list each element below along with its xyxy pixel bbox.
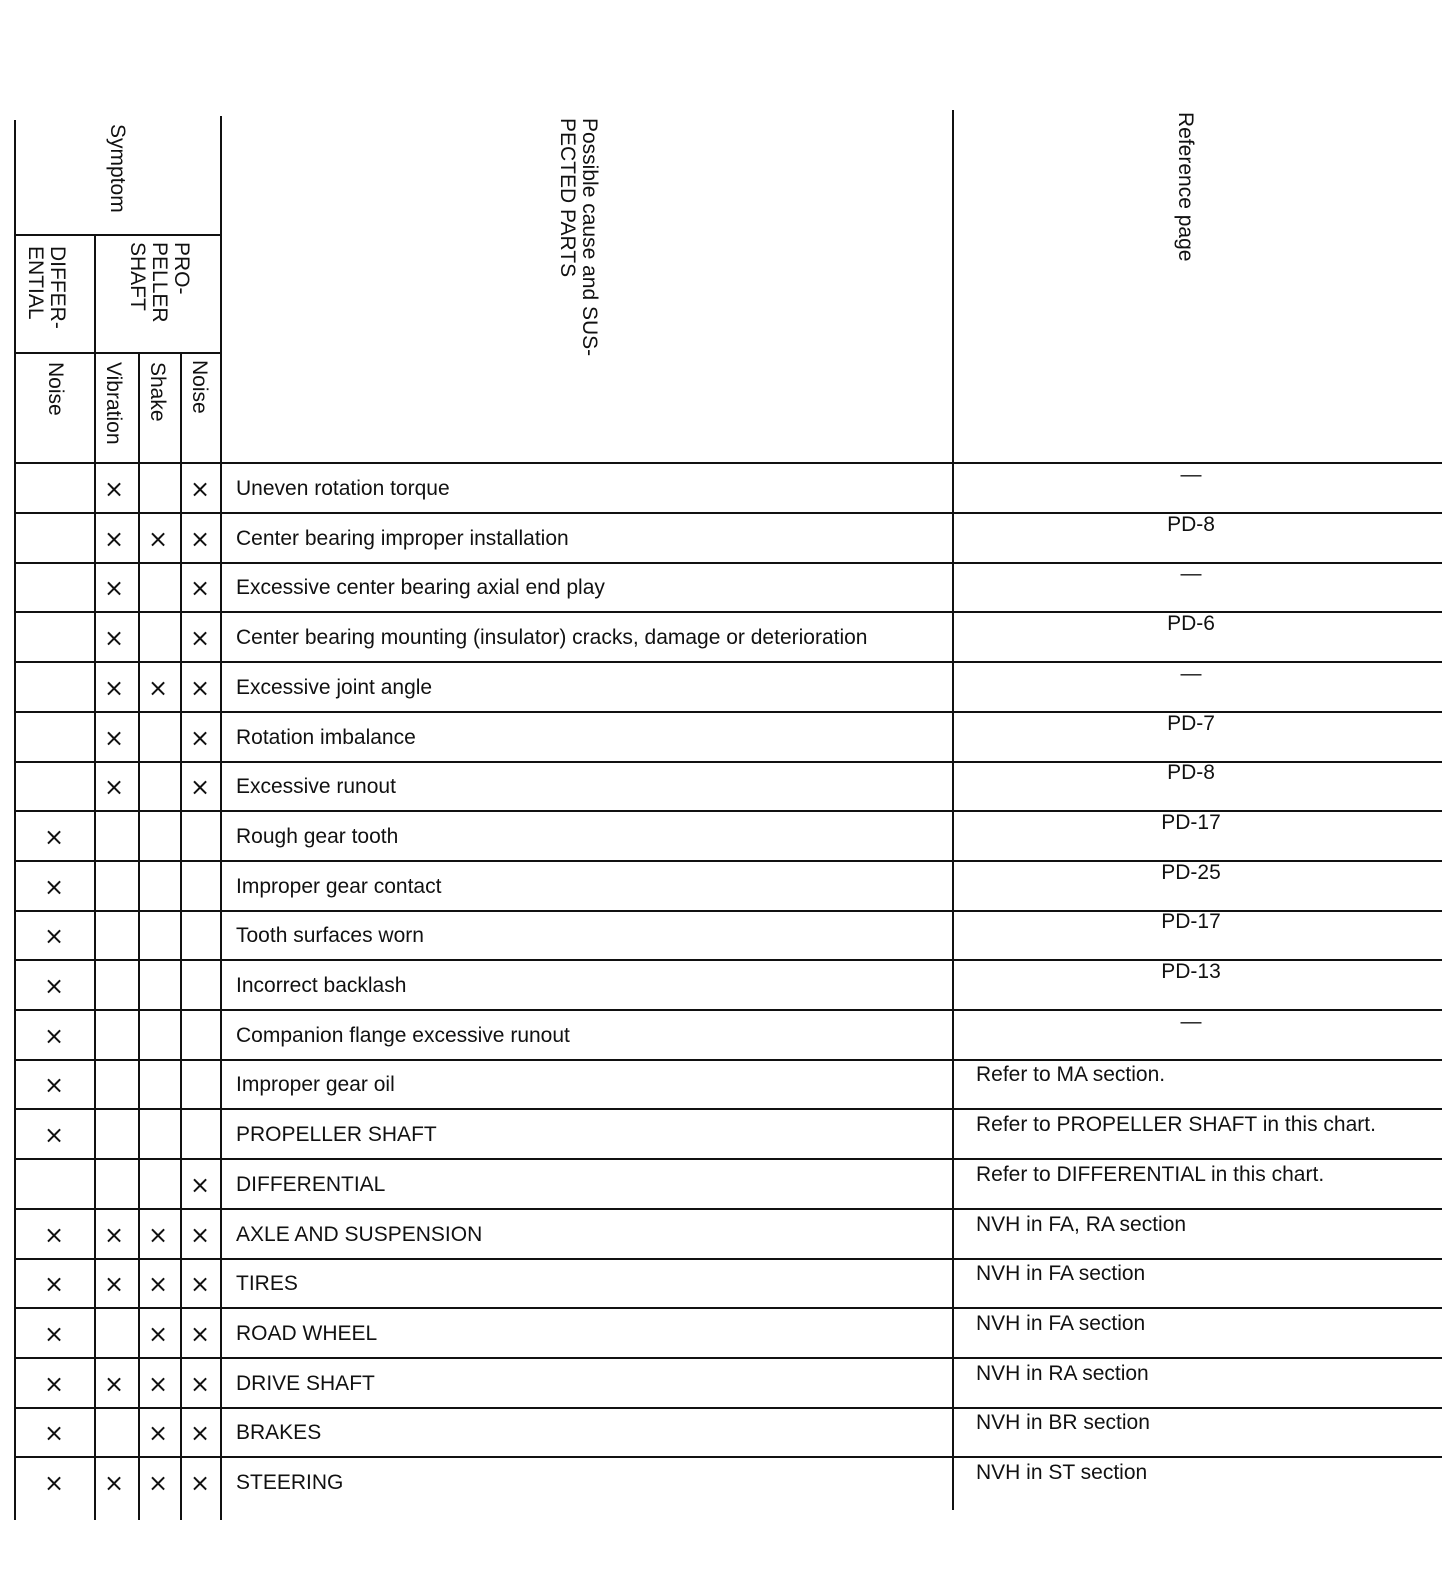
symptom-mark-vibration: × [103,1469,125,1497]
cause-cell: DRIVE SHAFT [236,1371,375,1395]
possible-cause-header: Possible cause and SUS- PECTED PARTS [556,118,601,357]
symptom-mark-propeller_noise: × [189,1369,211,1398]
symptom-mark-differential_noise: × [43,822,65,851]
propeller-shaft-header: PRO- PELLER SHAFT [126,242,193,323]
symptom-mark-shake: × [147,1319,169,1348]
reference-cell: NVH in FA, RA section [976,1212,1187,1236]
reference-cell: NVH in RA section [976,1361,1149,1385]
symptom-mark-propeller_noise: × [189,773,211,802]
cause-cell: Center bearing improper installation [236,526,569,550]
cause-cell: Uneven rotation torque [236,477,450,500]
vibration-header: Vibration [102,362,125,445]
symptom-mark-differential_noise: × [43,1369,65,1398]
reference-cell: NVH in BR section [976,1411,1150,1435]
symptom-mark-propeller_noise: × [189,1419,211,1448]
symptom-mark-vibration: × [103,1220,125,1249]
symptom-mark-differential_noise: × [43,1121,65,1150]
symptom-mark-propeller_noise: × [189,574,211,603]
reference-cell: — [1180,463,1202,486]
cause-cell: AXLE AND SUSPENSION [236,1222,483,1246]
symptom-mark-propeller_noise: × [189,1170,211,1199]
symptom-mark-propeller_noise: × [189,723,211,752]
propeller-noise-header: Noise [188,360,211,414]
reference-cell: PD-13 [1161,960,1221,983]
cause-cell: Excessive runout [236,775,396,799]
diagnosis-chart [14,110,1442,1520]
symptom-mark-shake: × [147,1270,169,1299]
cause-cell: TIRES [236,1272,298,1296]
cause-cell: Incorrect backlash [236,974,407,997]
cause-cell: Tooth surfaces worn [236,924,424,948]
table-row [14,1011,1442,1061]
symptom-mark-differential_noise: × [43,1071,65,1100]
symptom-mark-differential_noise: × [43,1469,65,1497]
cause-cell: PROPELLER SHAFT [236,1123,437,1147]
reference-page-header: Reference page [1174,112,1197,262]
symptom-mark-differential_noise: × [43,1270,65,1299]
symptom-mark-shake: × [147,1419,169,1448]
symptom-mark-differential_noise: × [43,1021,65,1050]
table-row [14,1210,1442,1260]
reference-cell: NVH in ST section [976,1461,1148,1484]
reference-cell: Refer to DIFFERENTIAL in this chart. [976,1162,1325,1186]
symptom-mark-vibration: × [103,723,125,752]
cause-cell: Rough gear tooth [236,824,399,848]
symptom-mark-differential_noise: × [43,1220,65,1249]
symptom-mark-vibration: × [103,524,125,553]
symptom-mark-propeller_noise: × [189,524,211,553]
table-row [14,1359,1442,1409]
cause-cell: ROAD WHEEL [236,1321,378,1345]
symptom-mark-vibration: × [103,773,125,802]
table-row [14,1408,1442,1458]
differential-header: DIFFER- ENTIAL [24,246,69,329]
reference-cell: — [1180,562,1202,586]
symptom-header: Symptom [106,124,129,213]
table-row [14,1309,1442,1359]
symptom-mark-propeller_noise: × [189,475,211,503]
symptom-mark-propeller_noise: × [189,1319,211,1348]
symptom-mark-shake: × [147,673,169,702]
reference-cell: PD-17 [1161,810,1221,834]
reference-cell: NVH in FA section [976,1262,1146,1286]
reference-cell: PD-17 [1161,910,1221,934]
table-row [14,1458,1442,1508]
reference-cell: PD-8 [1167,512,1215,536]
shake-header: Shake [146,362,169,422]
table-row [14,1160,1442,1210]
symptom-mark-differential_noise: × [43,1419,65,1448]
cause-cell: Improper gear oil [236,1073,395,1097]
symptom-mark-shake: × [147,1220,169,1249]
reference-cell: PD-7 [1167,711,1215,735]
symptom-mark-shake: × [147,524,169,553]
cause-cell: Excessive joint angle [236,675,433,699]
symptom-group-line [14,234,222,236]
cause-cell: STEERING [236,1471,344,1494]
symptom-mark-propeller_noise: × [189,1220,211,1249]
reference-cell: NVH in FA section [976,1311,1146,1335]
symptom-mark-vibration: × [103,673,125,702]
symptom-mark-propeller_noise: × [189,1469,211,1497]
symptom-mark-shake: × [147,1369,169,1398]
symptom-mark-vibration: × [103,1270,125,1299]
reference-cell: Refer to PROPELLER SHAFT in this chart. [976,1113,1376,1137]
cause-cell: Rotation imbalance [236,725,416,749]
cause-cell: Center bearing mounting (insulator) cracks, damage or deterioration [236,626,868,650]
cause-cell: Companion flange excessive runout [236,1023,570,1047]
symptom-mark-vibration: × [103,574,125,603]
symptom-mark-propeller_noise: × [189,1270,211,1299]
symptom-mark-differential_noise: × [43,1319,65,1348]
differential-noise-header: Noise [44,362,67,416]
table-row [14,1259,1442,1309]
cause-cell: Excessive center bearing axial end play [236,576,605,600]
reference-cell: Refer to MA section. [976,1063,1166,1087]
reference-cell: — [1180,1009,1202,1033]
cause-cell: BRAKES [236,1421,322,1445]
symptom-mark-differential_noise: × [43,922,65,951]
cause-cell: DIFFERENTIAL [236,1172,386,1196]
symptom-mark-differential_noise: × [43,872,65,901]
cause-cell: Improper gear contact [236,874,442,898]
symptom-mark-propeller_noise: × [189,624,211,653]
reference-cell: PD-25 [1161,860,1221,884]
reference-cell: — [1180,661,1202,685]
symptom-mark-differential_noise: × [43,972,65,1000]
symptom-mark-shake: × [147,1469,169,1497]
subheader-line [14,352,222,354]
symptom-mark-vibration: × [103,475,125,503]
symptom-mark-vibration: × [103,1369,125,1398]
symptom-mark-vibration: × [103,624,125,653]
reference-cell: PD-8 [1167,761,1215,785]
reference-cell: PD-6 [1167,612,1215,636]
symptom-mark-propeller_noise: × [189,673,211,702]
